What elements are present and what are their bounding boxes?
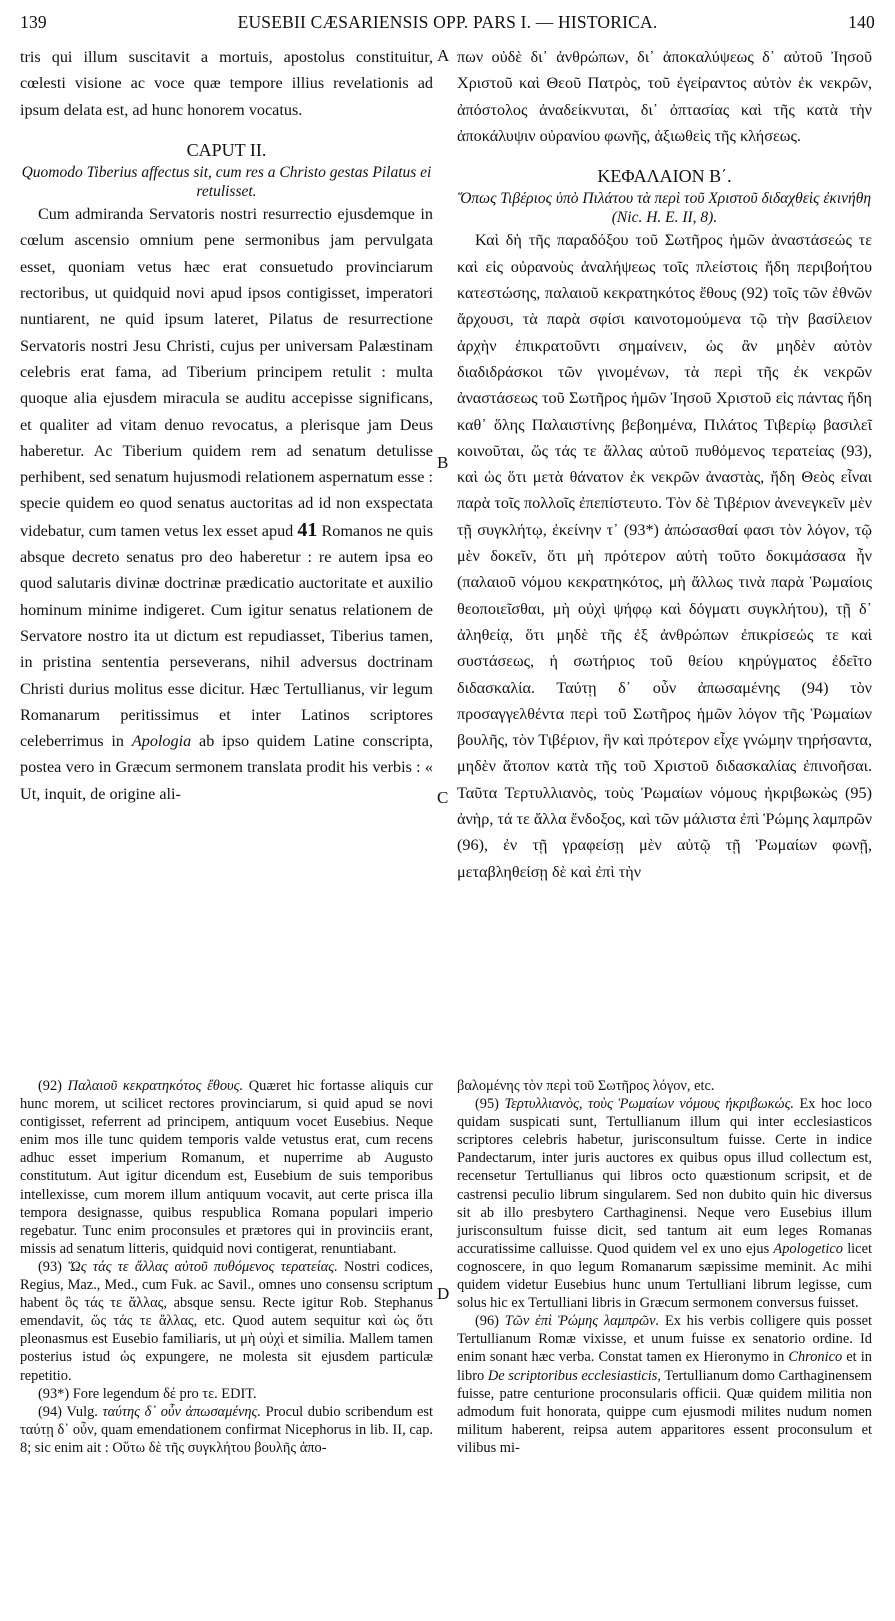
greek-body-paragraph: Καὶ δὴ τῆς παραδόξου τοῦ Σωτῆρος ἡμῶν ἀναστάσεώς τε καὶ εἰς οὐρανοὺς ἀναλήψεως τοῖς πλείστοις ἤδη περιβοήτου κατεστώσης, παλαιοῦ κεκρατηκότος ἔθους (92) τοῖς τῶν ἐθνῶν ἄρχουσι, τὰ παρὰ σφίσι καινοτομούμενα τῷ τὴν βασίλειον ἀρχὴν ἐπικρατοῦντι σημαίνειν, ὡς ἂν μηδὲν αὐτὸν διαδιδράσκοι τῶν γινομένων, τὰ περὶ τῆς ἐκ νεκρῶν ἀναστάσεως τοῦ Σωτῆρος ἡμῶν Ἰησοῦ Χριστοῦ εἰς πάντας ἤδη καθ᾽ ὅλης Παλαιστίνης βεβοημένα, Πιλάτος Τιβερίῳ βασιλεῖ κοινοῦται, ὥς τάς τε ἄλλας αὐτοῦ πυθόμενος τερατείας (93), καὶ ὡς ὅτι μετὰ θάνατον ἐκ νεκρῶν ἀναστὰς, ἤδη Θεὸς εἶναι παρὰ τοῖς πολλοῖς ἐπεπίστευτο. Τὸν δὲ Τιβέριον ἀνενεγκεῖν μὲν τῇ συγκλήτῳ, ἐκείνην τ᾽ (93*) ἀπώσασθαί φασι τὸν λόγον, τῷ μὲν δοκεῖν, ὅτι μὴ πρότερον αὐτὴ τοῦτο δοκιμάσασα ἦν (παλαιοῦ νόμου κεκρατηκότος, μὴ ἄλλως τινὰ παρὰ Ῥωμαίοις θεοποιεῖσθαι, μὴ οὐχὶ ψήφῳ καὶ δόγματι συγκλήτου), τῇ δ᾽ ἀληθείᾳ, ὅτι μηδὲ τῆς ἐξ ἀνθρώπων ἐπικρίσεώς τε καὶ συστάσεως, ἡ σωτήριος τοῦ θείου κηρύγματος ἐδεῖτο διδασκαλία. Ταύτῃ δ᾽ οὖν ἀπωσαμένης (94) τὸν προσαγγελθέντα περὶ τοῦ Σωτῆρος ἡμῶν λόγον τῆς Ῥωμαίων βουλῆς, τὸν Τιβέριον, ἣν καὶ πρότερον εἶχε γνώμην τηρήσαντα, μηδὲν ἄτοπον κατὰ τῆς τοῦ Χριστοῦ διδασκαλίας ἐπινοῆσαι. Ταῦτα Τερτυλλιανὸς, τοὺς Ῥωμαίων νόμους ἠκριβωκὼς (95) ἀνὴρ, τά τε ἄλλα ἔνδοξος, καὶ τῶν μάλιστα ἐπὶ Ῥώμης λαμπρῶν (96), ἐν τῇ γραφείσῃ μὲν αὐτῷ τῇ Ῥωμαίων φωνῇ, μεταβληθείσῃ δὲ καὶ ἐπὶ τὴν bbox=[457, 231, 873, 881]
latin-chapter-title: CAPUT II. bbox=[186, 139, 267, 160]
footnote-93-text: Nostri codices, Regius, Maz., Med., cum Fuk. ac Savil., omnes uno consensu scriptum habent ὃς τάς τε ἄλλας, absque sensu. Recte igitur Rob. Stephanus emendavit, ὥς τάς τε ἄλλας, etc. Quod autem sequitur καὶ ὡς ὅτι pleonasmus est Eusebio familiaris, ut μὴ οὐχὶ et similia. Mallem tamen posterius istud ὡς expungere, ne molesta sit ejusdem particulæ repetitio. bbox=[20, 1258, 434, 1384]
footnote-94-text: Procul dubio scribendum est ταύτῃ δ᾽ οὖν, quam emendationem confirmat Nicephorus in lib. II, cap. 8; sic enim ait : Οὕτω δὲ τῆς συγκλήτου βουλῆς ἀπο- bbox=[20, 1403, 433, 1456]
footnote-94: (94) Vulg. ταύτης δ᾽ οὖν ἀπωσαμένης. Procul dubio scribendum est ταύτῃ δ᾽ οὖν, quam emendationem confirmat Nicephorus in lib. II, cap. 8; sic enim ait : Οὕτω δὲ τῆς συγκλήτου βουλῆς ἀπο- bbox=[20, 1403, 433, 1456]
latin-body-text-1: Cum admiranda Servatoris nostri resurrectio ejusdemque in cœlum ascensio omnium pene sermonibus jam pervulgata esset, quoniam vetus hæc erat consuetudo provinciarum rectoribus, ut quidquid novi apud ipsos contigisset, imperatori nuntiarent, ne quid ipsum lateret, Pilatus de resurrectione Servatoris nostri Jesu Christi, cujus per universam Palæstinam celebris erat fama, ad Tiberium principem retulit : multa quoque alia ejusdem miracula se auditu accepisse significans, et qualiter ad vitam denuo revocatus, a plerisque jam Deus haberetur. Ac Tiberium quidem rem ad senatum detulisse perhibent, sed senatum hujusmodi relationem aspernatum esse : specie quidem eo quod senatus auctoritas ad id non exspectata videbatur, cum tamen vetus lex esset apud bbox=[20, 205, 433, 540]
footnote-93-lemma: Ὥς τάς τε ἄλλας αὐτοῦ πυθόμενος τερατείας. bbox=[68, 1258, 338, 1275]
latin-body-paragraph bbox=[20, 201, 433, 807]
footnote-95-lemma: Τερτυλλιανὸς, τοὺς Ῥωμαίων νόμους ἠκριβωκώς. bbox=[504, 1096, 795, 1113]
running-title: EUSEBII CÆSARIENSIS OPP. PARS I. — HISTORICA. bbox=[237, 12, 658, 32]
margin-letter-b: B bbox=[437, 453, 449, 472]
footnote-96-lemma: Τῶν ἐπὶ Ῥώμης λαμπρῶν. bbox=[504, 1313, 660, 1330]
greek-intro-paragraph: πων οὐδὲ δι᾽ ἀνθρώπων, δι᾽ ἀποκαλύψεως δ᾽ αὐτοῦ Ἰησοῦ Χριστοῦ καὶ Θεοῦ Πατρὸς, τοῦ ἐγείραντος αὐτὸν ἐκ νεκρῶν, ἀπόστολος ἀναδείκνυται, δι᾽ ὀπτασίας καὶ τῆς κατὰ τὴν ἀποκάλυψιν οὐρανίου φωνῆς, ἀξιωθεὶς τῆς κλήσεως. bbox=[457, 48, 872, 145]
page-number-right: 140 bbox=[848, 12, 875, 32]
margin-letter-c: C bbox=[437, 788, 449, 807]
page-marker: 41 bbox=[297, 518, 318, 541]
greek-column bbox=[457, 44, 872, 885]
footnotes-left bbox=[20, 1077, 433, 1457]
footnote-94-continuation: βαλομένης τὸν περὶ τοῦ Σωτῆρος λόγον, etc. bbox=[457, 1078, 715, 1094]
greek-chapter-title: ΚΕΦΑΛΑΙΟΝ Β΄. bbox=[597, 166, 732, 187]
margin-letter-d: D bbox=[437, 1284, 450, 1303]
latin-body-text-3: ab ipso quidem Latine conscripta, postea vero in Græcum sermonem translata prodit his verbis : « Ut, inquit, de origine ali- bbox=[20, 732, 434, 803]
footnote-94-lemma: ταύτης δ᾽ οὖν ἀπωσαμένης. bbox=[102, 1403, 261, 1420]
margin-letter-a: A bbox=[437, 46, 450, 65]
latin-intro-paragraph: tris qui illum suscitavit a mortuis, apostolus constituitur, cœlesti visione ac voce quæ tempore illius revelationis ad ipsum delata est, ad hunc honorem vocatus. bbox=[20, 48, 433, 119]
running-header bbox=[20, 12, 875, 38]
footnote-92-text: Quæret hic fortasse aliquis cur hunc morem, ut scilicet rectores provinciarum, si quid apud se novi contigisset, referrent ad principem, antiquum vocet Eusebius. Neque enim mos ille tunc quidem temporis valde vetustus erat, cum recens adhuc esset imperium Romanum, et nuperrime ab Augusto constitutum. Aut igitur dicendum est, Eusebium de suis temporibus intellexisse, cum morem illum antiquum vocavit, aut certe prisca illa tempora designasse, quibus respublica Romana populari imperio regebatur. Tunc enim proconsules et prætores qui in provinciis erant, missis ad senatum litteris, quidquid novi contigerat, renuntiabant. bbox=[20, 1078, 433, 1257]
page-number-left: 139 bbox=[20, 12, 47, 32]
footnote-93: (93) Ὥς τάς τε ἄλλας αὐτοῦ πυθόμενος τερατείας. Nostri codices, Regius, Maz., Med., cum Fuk. ac Savil., omnes uno consensu scriptum habent ὃς τάς τε ἄλλας, absque sensu. Recte igitur Rob. Stephanus emendavit, ὥς τάς τε ἄλλας, etc. Quod autem sequitur καὶ ὡς ὅτι pleonasmus est Eusebio familiaris, ut μὴ οὐχὶ et similia. Mallem tamen posterius istud ὡς expungere, ne molesta sit ejusdem particulæ repetitio. bbox=[20, 1258, 434, 1384]
greek-chapter-subtitle: Ὅπως Τιβέριος ὑπὸ Πιλάτου τὰ περὶ τοῦ Χριστοῦ διδαχθεὶς ἐκινήθη (Nic. H. E. II, 8). bbox=[457, 190, 872, 227]
footnote-92: (92) Παλαιοῦ κεκρατηκότος ἔθους. Quæret hic fortasse aliquis cur hunc morem, ut scilicet rectores provinciarum, si quid apud se novi contigisset, referrent ad principem, antiquum vocet Eusebius. Neque enim mos ille tunc quidem temporis valde vetustus erat, cum recens adhuc esset imperium Romanum, et nuperrime ab Augusto constitutum. Aut igitur dicendum est, Eusebium de suis temporibus intellexisse, cum morem illum antiquum vocavit, aut certe prisca illa tempora designasse, quibus respublica Romana populari imperio regebatur. Tunc enim proconsules et prætores qui in provinciis erant, missis ad senatum litteris, quidquid novi contigerat, renuntiabant. bbox=[20, 1078, 433, 1257]
footnote-93-star: (93*) Fore legendum δέ pro τε. EDIT. bbox=[38, 1385, 257, 1402]
footnote-96: (96) Τῶν ἐπὶ Ῥώμης λαμπρῶν. Ex his verbis colligere quis posset Tertullianum Romæ vixisse, et unum fuisse ex senatorio ordine. Id enim sonant hæc verba. Constat tamen ex Hieronymo in Chronico et in libro De scriptoribus ecclesiasticis, Tertullianum domo Carthaginensem fuisse, patre centurione proconsularis officii. Quæ quidem militia non admodum fuit honorata, quippe cum ejusmodi milites nudum nomen militum haberent, reipsa autem apparitores essent proconsulum et vilibus mi- bbox=[457, 1313, 872, 1456]
footnotes-right bbox=[457, 1077, 872, 1457]
de-scriptoribus-title: De scriptoribus ecclesiasticis, bbox=[487, 1367, 661, 1384]
latin-column bbox=[20, 44, 433, 807]
latin-apologia-title: Apologia bbox=[131, 732, 192, 751]
chronico-title: Chronico bbox=[788, 1349, 843, 1366]
footnote-92-lemma: Παλαιοῦ κεκρατηκότος ἔθους. bbox=[67, 1078, 244, 1094]
latin-body-text-2: Romanos ne quis absque decreto senatus pro deo haberetur : re autem ipsa eo quod salutaris divinæ doctrinæ prædicatio auctoritate et auxilio hominum minime indigeret. Cum igitur senatus relationem de Servatore nostro ita ut dictum est repudiasset, Tiberius tamen, in pristina sententia perseverans, nihil adversus doctrinam Christi durius molitus esse dicitur. Hæc Tertullianus, vir legum Romanarum peritissimus et inter Latinos scriptores celeberrimus in bbox=[20, 521, 434, 751]
apologetico-title: Apologetico bbox=[773, 1240, 843, 1257]
footnote-95: (95) Τερτυλλιανὸς, τοὺς Ῥωμαίων νόμους ἠκριβωκώς. Ex hoc loco quidam suspicati sunt, Tertullianum illum qui inter ecclesiasticos scriptores celebris habetur, jurisconsultum fuisse. Certe in indice Pandectarum, inter juris auctores ex quibus opus illud collectum est, recensetur Tertullianus qui libros octo quæstionum scripsit, et de castrensi peculio librum singularem. Sed non dubito quin hic diversus sit ab illo presbytero Carthaginensi. Neque vero Eusebius illum jurisconsultum fuisse dicit, sed tantum ait eum leges Romanas accuratissime calluisse. Quod quidem vel ex uno ejus Apologetico licet cognoscere, in quo legum Romanarum sæpissime meminit. Ac mihi quidem videtur Eusebius hunc unum Tertulliani librum legisse, cum solus hic ex Tertulliani libris in Græcum sermonem conversus fuisset. bbox=[457, 1096, 872, 1312]
latin-chapter-subtitle: Quomodo Tiberius affectus sit, cum res a Christo gestas Pilatus ei retulisset. bbox=[21, 164, 432, 201]
